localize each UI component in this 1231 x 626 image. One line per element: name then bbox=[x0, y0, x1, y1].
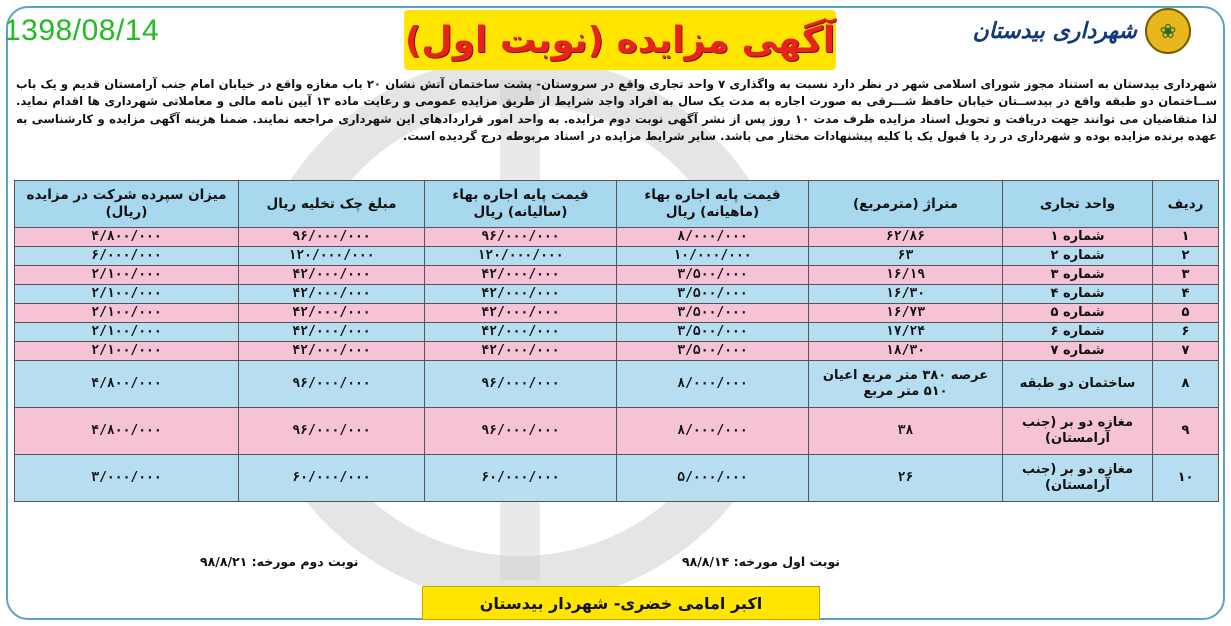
table-row bbox=[15, 285, 1219, 304]
cell-deposit: ۴/۸۰۰/۰۰۰ bbox=[15, 228, 239, 247]
cell-deposit: ۳/۰۰۰/۰۰۰ bbox=[15, 455, 239, 502]
table-header-row bbox=[15, 181, 1219, 228]
cell-unit: شماره ۶ bbox=[1003, 323, 1153, 342]
cell-unit: شماره ۴ bbox=[1003, 285, 1153, 304]
cell-row-number: ۴ bbox=[1153, 285, 1219, 304]
cell-eviction-check: ۴۲/۰۰۰/۰۰۰ bbox=[239, 266, 425, 285]
cell-row-number: ۹ bbox=[1153, 408, 1219, 455]
cell-monthly-rent: ۵/۰۰۰/۰۰۰ bbox=[617, 455, 809, 502]
cell-deposit: ۴/۸۰۰/۰۰۰ bbox=[15, 361, 239, 408]
header-area: متراژ (مترمربع) bbox=[809, 181, 1003, 228]
table-row bbox=[15, 342, 1219, 361]
cell-area: ۱۷/۲۴ bbox=[809, 323, 1003, 342]
cell-deposit: ۲/۱۰۰/۰۰۰ bbox=[15, 342, 239, 361]
cell-yearly-rent: ۴۲/۰۰۰/۰۰۰ bbox=[425, 304, 617, 323]
round-dates bbox=[200, 554, 840, 569]
cell-area: ۱۶/۱۹ bbox=[809, 266, 1003, 285]
intro-paragraph: شهرداری بیدستان به استناد مجوز شورای اسلامی شهر در نظر دارد نسبت به واگذاری ۷ واحد تجاری واقع در سروستان- پشت ساختمان آتش نشان ۲۰ باب مغازه واقع در خیابان امام جنب آرامستان قدیم و یک باب ســاختمان دو طبقه واقع در بیدســتان خیابان حافظ شـــرقی به صورت اجاره به مدت یک سال به افراد واجد شرایط از طریق مزایده عمومی و رعایت ماده ۱۳ آیین نامه مالی و معاملاتی شهرداری ها اقدام نماید. لذا متقاضیان می توانند جهت دریافت و تحویل اسناد مزایده ظرف مدت ۱۰ روز پس از نشر آگهی نوبت دوم مزایده. به واحد امور قراردادهای این شهرداری مراجعه نمایند. ضمنا هزینه آگهی مزایده و کارشناسی به عهده برنده مزایده بوده و شهرداری در رد یا قبول یک یا کلیه پیشنهادات مختار می باشد. سایر شرایط مزایده در اسناد مربوطه درج گردیده است. bbox=[16, 77, 1218, 144]
page-title: آگهی مزایده (نوبت اول) bbox=[404, 19, 836, 61]
cell-area: ۲۶ bbox=[809, 455, 1003, 502]
cell-monthly-rent: ۸/۰۰۰/۰۰۰ bbox=[617, 408, 809, 455]
table-row bbox=[15, 247, 1219, 266]
cell-area: ۱۶/۷۳ bbox=[809, 304, 1003, 323]
cell-monthly-rent: ۱۰/۰۰۰/۰۰۰ bbox=[617, 247, 809, 266]
cell-unit: مغازه دو بر (جنب آرامستان) bbox=[1003, 408, 1153, 455]
cell-yearly-rent: ۹۶/۰۰۰/۰۰۰ bbox=[425, 228, 617, 247]
cell-monthly-rent: ۸/۰۰۰/۰۰۰ bbox=[617, 228, 809, 247]
header-eviction-check: مبلغ چک تخلیه ریال bbox=[239, 181, 425, 228]
cell-deposit: ۴/۸۰۰/۰۰۰ bbox=[15, 408, 239, 455]
cell-deposit: ۲/۱۰۰/۰۰۰ bbox=[15, 285, 239, 304]
cell-monthly-rent: ۸/۰۰۰/۰۰۰ bbox=[617, 361, 809, 408]
cell-row-number: ۵ bbox=[1153, 304, 1219, 323]
cell-row-number: ۶ bbox=[1153, 323, 1219, 342]
cell-eviction-check: ۴۲/۰۰۰/۰۰۰ bbox=[239, 323, 425, 342]
cell-yearly-rent: ۶۰/۰۰۰/۰۰۰ bbox=[425, 455, 617, 502]
cell-unit: شماره ۱ bbox=[1003, 228, 1153, 247]
cell-deposit: ۲/۱۰۰/۰۰۰ bbox=[15, 266, 239, 285]
cell-yearly-rent: ۴۲/۰۰۰/۰۰۰ bbox=[425, 342, 617, 361]
cell-row-number: ۷ bbox=[1153, 342, 1219, 361]
second-round-date: نوبت دوم مورخه: ۹۸/۸/۲۱ bbox=[200, 554, 359, 569]
date-stamp: 1398/08/14 bbox=[4, 14, 160, 47]
cell-area: ۶۳ bbox=[809, 247, 1003, 266]
table-row bbox=[15, 323, 1219, 342]
cell-eviction-check: ۶۰/۰۰۰/۰۰۰ bbox=[239, 455, 425, 502]
cell-unit: مغازه دو بر (جنب آرامستان) bbox=[1003, 455, 1153, 502]
cell-unit: شماره ۵ bbox=[1003, 304, 1153, 323]
cell-area: ۱۸/۳۰ bbox=[809, 342, 1003, 361]
cell-deposit: ۶/۰۰۰/۰۰۰ bbox=[15, 247, 239, 266]
header-monthly-rent: قیمت پایه اجاره بهاء (ماهیانه) ریال bbox=[617, 181, 809, 228]
cell-area: عرصه ۳۸۰ متر مربع اعیان ۵۱۰ متر مربع bbox=[809, 361, 1003, 408]
table-row bbox=[15, 266, 1219, 285]
header-unit: واحد تجاری bbox=[1003, 181, 1153, 228]
auction-table bbox=[14, 180, 1219, 502]
cell-deposit: ۲/۱۰۰/۰۰۰ bbox=[15, 323, 239, 342]
mayor-signature: اکبر امامی خضری- شهردار بیدستان bbox=[422, 586, 820, 620]
cell-unit: شماره ۳ bbox=[1003, 266, 1153, 285]
cell-yearly-rent: ۱۲۰/۰۰۰/۰۰۰ bbox=[425, 247, 617, 266]
cell-yearly-rent: ۹۶/۰۰۰/۰۰۰ bbox=[425, 408, 617, 455]
cell-yearly-rent: ۴۲/۰۰۰/۰۰۰ bbox=[425, 285, 617, 304]
cell-row-number: ۱ bbox=[1153, 228, 1219, 247]
cell-area: ۶۲/۸۶ bbox=[809, 228, 1003, 247]
cell-eviction-check: ۴۲/۰۰۰/۰۰۰ bbox=[239, 285, 425, 304]
cell-eviction-check: ۱۲۰/۰۰۰/۰۰۰ bbox=[239, 247, 425, 266]
header-deposit: میزان سپرده شرکت در مزایده (ریال) bbox=[15, 181, 239, 228]
table-row bbox=[15, 228, 1219, 247]
cell-yearly-rent: ۴۲/۰۰۰/۰۰۰ bbox=[425, 323, 617, 342]
cell-yearly-rent: ۴۲/۰۰۰/۰۰۰ bbox=[425, 266, 617, 285]
header-yearly-rent: قیمت پایه اجاره بهاء (سالیانه) ریال bbox=[425, 181, 617, 228]
cell-monthly-rent: ۳/۵۰۰/۰۰۰ bbox=[617, 285, 809, 304]
table-row bbox=[15, 361, 1219, 408]
cell-unit: شماره ۲ bbox=[1003, 247, 1153, 266]
logo-text: شهرداری بیدستان bbox=[972, 18, 1137, 44]
municipality-logo bbox=[973, 8, 1191, 54]
cell-row-number: ۱۰ bbox=[1153, 455, 1219, 502]
cell-row-number: ۳ bbox=[1153, 266, 1219, 285]
cell-eviction-check: ۴۲/۰۰۰/۰۰۰ bbox=[239, 304, 425, 323]
cell-unit: شماره ۷ bbox=[1003, 342, 1153, 361]
header-row-number: ردیف bbox=[1153, 181, 1219, 228]
cell-eviction-check: ۹۶/۰۰۰/۰۰۰ bbox=[239, 361, 425, 408]
table-row bbox=[15, 455, 1219, 502]
table-row bbox=[15, 408, 1219, 455]
cell-row-number: ۸ bbox=[1153, 361, 1219, 408]
cell-row-number: ۲ bbox=[1153, 247, 1219, 266]
cell-monthly-rent: ۳/۵۰۰/۰۰۰ bbox=[617, 304, 809, 323]
cell-eviction-check: ۹۶/۰۰۰/۰۰۰ bbox=[239, 408, 425, 455]
cell-area: ۱۶/۳۰ bbox=[809, 285, 1003, 304]
cell-eviction-check: ۴۲/۰۰۰/۰۰۰ bbox=[239, 342, 425, 361]
emblem-icon: ❀ bbox=[1145, 8, 1191, 54]
title-banner bbox=[404, 10, 836, 70]
cell-deposit: ۲/۱۰۰/۰۰۰ bbox=[15, 304, 239, 323]
table-row bbox=[15, 304, 1219, 323]
cell-monthly-rent: ۳/۵۰۰/۰۰۰ bbox=[617, 342, 809, 361]
cell-eviction-check: ۹۶/۰۰۰/۰۰۰ bbox=[239, 228, 425, 247]
cell-yearly-rent: ۹۶/۰۰۰/۰۰۰ bbox=[425, 361, 617, 408]
cell-monthly-rent: ۳/۵۰۰/۰۰۰ bbox=[617, 266, 809, 285]
cell-unit: ساختمان دو طبقه bbox=[1003, 361, 1153, 408]
first-round-date: نوبت اول مورخه: ۹۸/۸/۱۴ bbox=[681, 554, 840, 569]
cell-monthly-rent: ۳/۵۰۰/۰۰۰ bbox=[617, 323, 809, 342]
cell-area: ۳۸ bbox=[809, 408, 1003, 455]
